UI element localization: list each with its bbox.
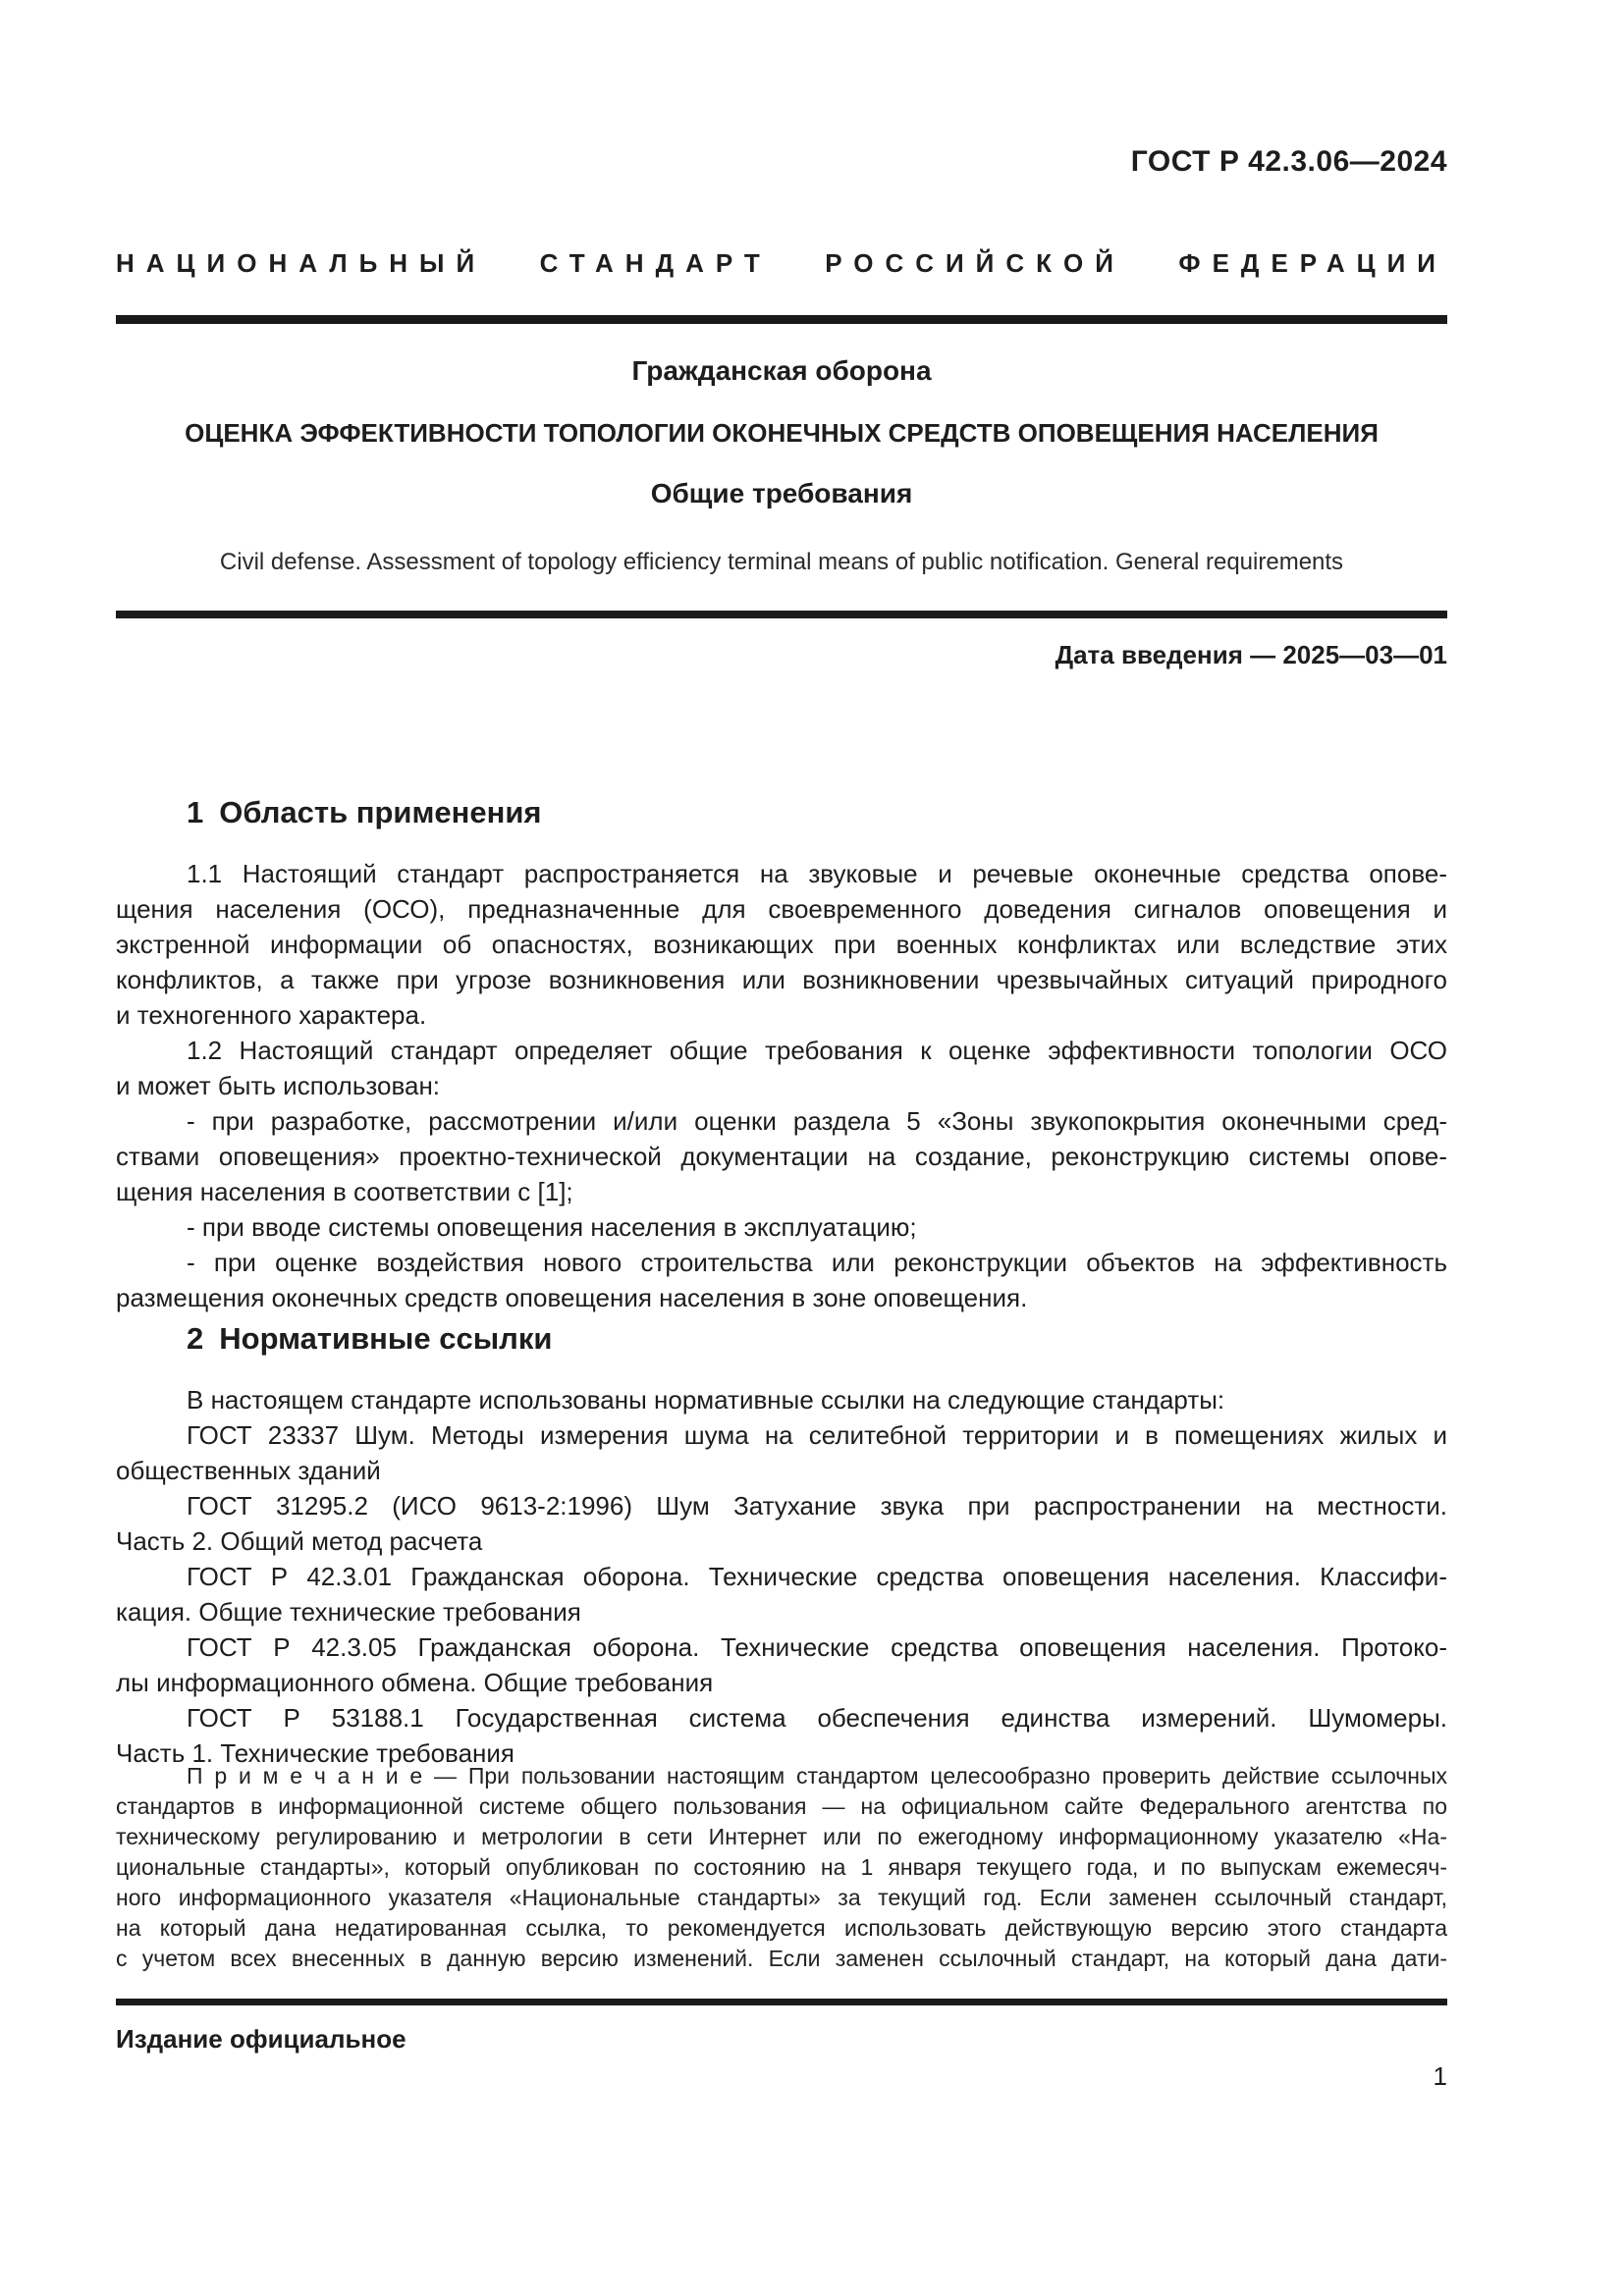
text-line: и может быть использован: <box>116 1071 441 1100</box>
text-line: техническому регулированию и метрологии в сети Интернет или по ежегодному информационному указателю «На- <box>116 1824 1447 1849</box>
text-line: ГОСТ 31295.2 (ИСО 9613-2:1996) Шум Затухание звука при распространении на местности. <box>187 1491 1447 1521</box>
text-line: ГОСТ Р 42.3.01 Гражданская оборона. Технические средства оповещения населения. Классифи- <box>187 1562 1447 1591</box>
text-line: ГОСТ 23337 Шум. Методы измерения шума на селитебной территории и в помещениях жилых и <box>187 1420 1447 1450</box>
introduction-date: Дата введения — 2025—03—01 <box>1055 640 1447 669</box>
text-line: Часть 1. Технические требования <box>116 1738 514 1768</box>
text-line: и техногенного характера. <box>116 1000 427 1030</box>
text-line: циональные стандарты», который опубликован по состоянию на 1 января текущего года, и по выпускам ежемесяч- <box>116 1854 1447 1880</box>
text-line: ствами оповещения» проектно-технической документации на создание, реконструкцию системы опове- <box>116 1142 1447 1171</box>
paragraph <box>116 1103 1447 1209</box>
text-line: ГОСТ Р 42.3.05 Гражданская оборона. Технические средства оповещения населения. Протоко- <box>187 1632 1447 1662</box>
text-line: кация. Общие технические требования <box>116 1597 581 1627</box>
text-line: размещения оконечных средств оповещения населения в зоне оповещения. <box>116 1283 1028 1312</box>
paragraph <box>116 856 1447 1033</box>
text-line: Часть 2. Общий метод расчета <box>116 1526 483 1556</box>
doc-title-english: Civil defense. Assessment of topology efficiency terminal means of public notification. General requirements <box>219 549 1344 575</box>
section-1-heading <box>116 795 1518 830</box>
text-line: лы информационного обмена. Общие требования <box>116 1668 714 1697</box>
section-2-heading <box>116 1321 1518 1357</box>
title-rule <box>116 611 1447 618</box>
text-line: 1.2 Настоящий стандарт определяет общие требования к оценке эффективности топологии ОСО <box>187 1036 1447 1065</box>
section-1-title: Область применения <box>219 795 542 829</box>
page-number: 1 <box>1433 2061 1447 2091</box>
text-line: - при оценке воздействия нового строительства или реконструкции объектов на эффективность <box>187 1248 1447 1277</box>
text-line: конфликтов, а также при угрозе возникновения или возникновении чрезвычайных ситуаций природного <box>116 965 1447 994</box>
text-line: ГОСТ Р 53188.1 Государственная система обеспечения единства измерений. Шумомеры. <box>187 1703 1447 1733</box>
text-line: ного информационного указателя «Национальные стандарты» за текущий год. Если заменен ссылочный стандарт, <box>116 1885 1447 1910</box>
paragraph <box>116 1417 1447 1488</box>
text-line: щения населения (ОСО), предназначенные для своевременного доведения сигналов оповещения и <box>116 894 1447 924</box>
text-line: - при разработке, рассмотрении и/или оценки раздела 5 «Зоны звукопокрытия оконечными сред- <box>187 1106 1447 1136</box>
paragraph <box>116 1382 1447 1417</box>
doc-subject: Гражданская оборона <box>631 355 932 386</box>
standard-banner: НАЦИОНАЛЬНЫЙ СТАНДАРТ РОССИЙСКОЙ ФЕДЕРАЦИИ <box>116 248 1447 278</box>
section-1-body <box>116 856 1447 1315</box>
text-line: - при вводе системы оповещения населения в эксплуатацию; <box>187 1212 917 1242</box>
paragraph <box>116 1245 1447 1315</box>
text-line: экстренной информации об опасностях, возникающих при военных конфликтах или вследствие этих <box>116 930 1447 959</box>
official-edition-label: Издание официальное <box>116 2024 406 2054</box>
section-2-number: 2 <box>187 1321 204 1356</box>
paragraph <box>116 1488 1447 1559</box>
paragraph <box>116 1559 1447 1629</box>
paragraph <box>116 1629 1447 1700</box>
section-1-number: 1 <box>187 795 204 829</box>
text-line: П р и м е ч а н и е — При пользовании настоящим стандартом целесообразно проверить действие ссылочных <box>187 1763 1447 1789</box>
section-2-title: Нормативные ссылки <box>219 1321 553 1356</box>
doc-subtitle: Общие требования <box>650 478 913 508</box>
doc-code: ГОСТ Р 42.3.06—2024 <box>1130 145 1447 178</box>
paragraph <box>116 1761 1447 1974</box>
text-line: стандартов в информационной системе общего пользования — на официальном сайте Федерального агентства по <box>116 1793 1447 1819</box>
note-block <box>116 1761 1447 1974</box>
text-line: 1.1 Настоящий стандарт распространяется на звуковые и речевые оконечные средства опове- <box>187 859 1447 888</box>
text-line: на который дана недатированная ссылка, то рекомендуется использовать действующую версию этого стандарта <box>116 1915 1447 1941</box>
footer-rule <box>116 1999 1447 2005</box>
section-2-body <box>116 1382 1447 1771</box>
text-line: общественных зданий <box>116 1456 381 1485</box>
text-line: с учетом всех внесенных в данную версию изменений. Если заменен ссылочный стандарт, на который дана дати- <box>116 1946 1447 1971</box>
doc-title: ОЦЕНКА ЭФФЕКТИВНОСТИ ТОПОЛОГИИ ОКОНЕЧНЫХ СРЕДСТВ ОПОВЕЩЕНИЯ НАСЕЛЕНИЯ <box>185 418 1379 448</box>
header-rule <box>116 315 1447 324</box>
text-line: В настоящем стандарте использованы нормативные ссылки на следующие стандарты: <box>187 1385 1225 1415</box>
text-line: щения населения в соответствии с [1]; <box>116 1177 573 1206</box>
paragraph <box>116 1033 1447 1103</box>
paragraph <box>116 1209 1447 1245</box>
